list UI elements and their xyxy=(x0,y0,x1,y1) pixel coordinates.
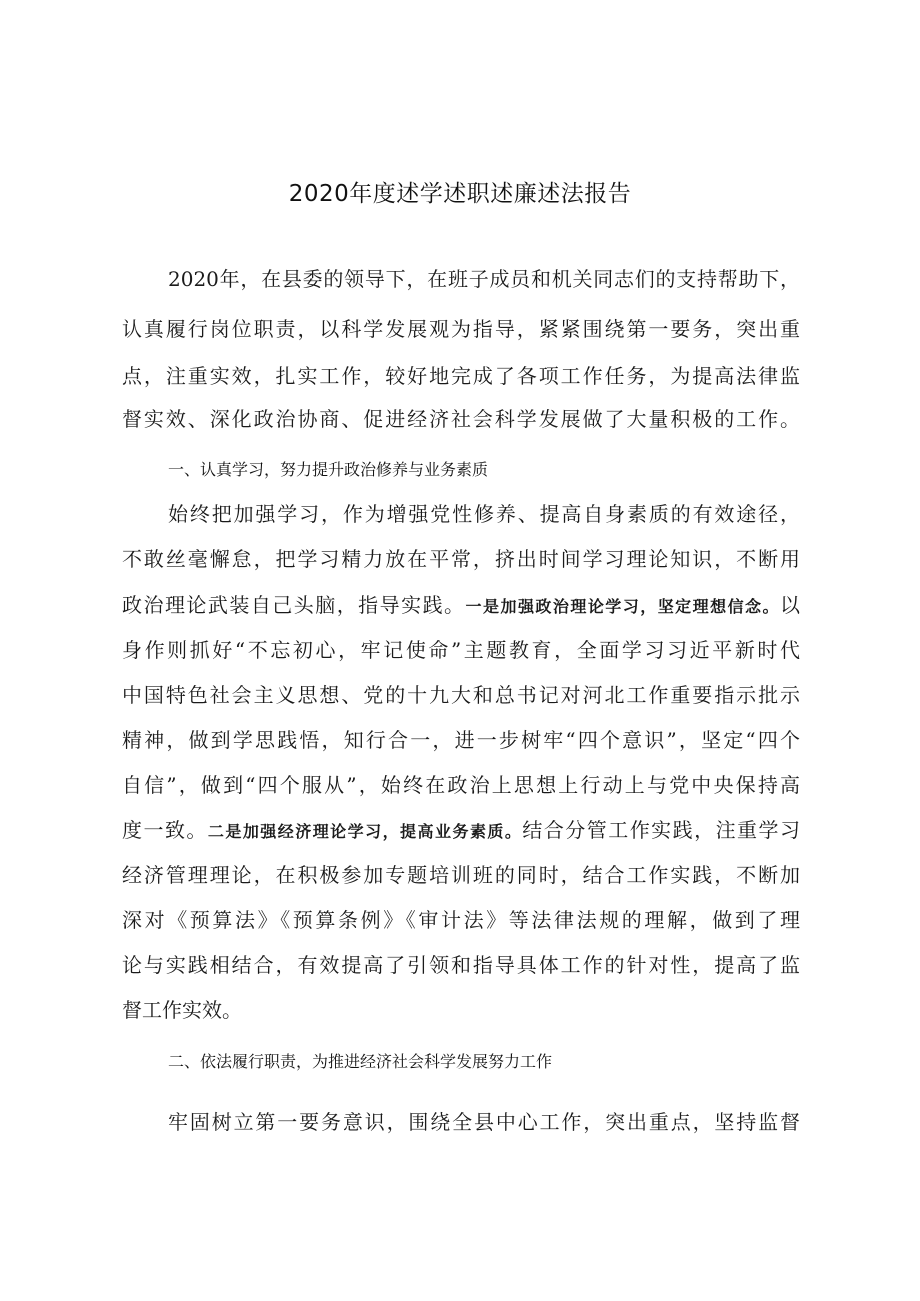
section-1-line-2: 不敢丝毫懈怠，把学习精力放在平常，挤出时间学习理论知识，不断用 xyxy=(122,547,800,571)
section-1-line-9: 经济管理理论，在积极参加专题培训班的同时，结合工作实践，不断加 xyxy=(122,863,800,887)
section-1-line-1: 始终把加强学习，作为增强党性修养、提高自身素质的有效途径， xyxy=(168,502,800,526)
section-1-point-2: 二是加强经济理论学习，提高业务素质。 xyxy=(207,822,523,841)
section-1-line-3 xyxy=(122,591,800,621)
section-1-line-12: 督工作实效。 xyxy=(122,998,242,1022)
section-1-line-10: 深对《预算法》《预算条例》《审计法》等法律法规的理解，做到了理 xyxy=(122,908,800,932)
document-title: 2020年度述学述职述廉述法报告 xyxy=(288,181,632,207)
section-2-line-1: 牢固树立第一要务意识，围绕全县中心工作，突出重点，坚持监督 xyxy=(168,1110,800,1134)
section-1-point-1: 一是加强政治理论学习，坚定理想信念。 xyxy=(465,597,780,616)
section-1-line-5: 中国特色社会主义思想、党的十九大和总书记对河北工作重要指示批示 xyxy=(122,683,800,707)
section-1-line-7: 自信”，做到“四个服从”，始终在政治上思想上行动上与党中央保持高 xyxy=(122,773,800,797)
section-1-line-4: 身作则抓好“不忘初心，牢记使命”主题教育，全面学习习近平新时代 xyxy=(122,638,800,662)
section-1-line-8-text-b: 结合分管工作实践，注重学习 xyxy=(522,818,801,842)
section-1-line-3-text-b: 以 xyxy=(780,593,800,617)
section-2-heading: 二、依法履行职责，为推进经济社会科学发展努力工作 xyxy=(168,1052,553,1071)
intro-line-1: 2020年，在县委的领导下，在班子成员和机关同志们的支持帮助下， xyxy=(168,267,800,291)
section-1-line-8-text-a: 度一致。 xyxy=(122,818,208,842)
intro-line-2: 认真履行岗位职责，以科学发展观为指导，紧紧围绕第一要务，突出重 xyxy=(122,317,800,341)
section-1-line-6: 精神，做到学思践悟，知行合一，进一步树牢“四个意识”，坚定“四个 xyxy=(122,728,800,752)
section-1-line-3-text-a: 政治理论武装自己头脑，指导实践。 xyxy=(122,593,466,617)
section-1-line-8 xyxy=(122,816,800,846)
section-1-heading: 一、认真学习，努力提升政治修养与业务素质 xyxy=(168,460,489,479)
intro-line-4: 督实效、深化政治协商、促进经济社会科学发展做了大量积极的工作。 xyxy=(122,407,800,431)
intro-line-3: 点，注重实效，扎实工作，较好地完成了各项工作任务，为提高法律监 xyxy=(122,364,800,388)
section-1-line-11: 论与实践相结合，有效提高了引领和指导具体工作的针对性，提高了监 xyxy=(122,953,800,977)
